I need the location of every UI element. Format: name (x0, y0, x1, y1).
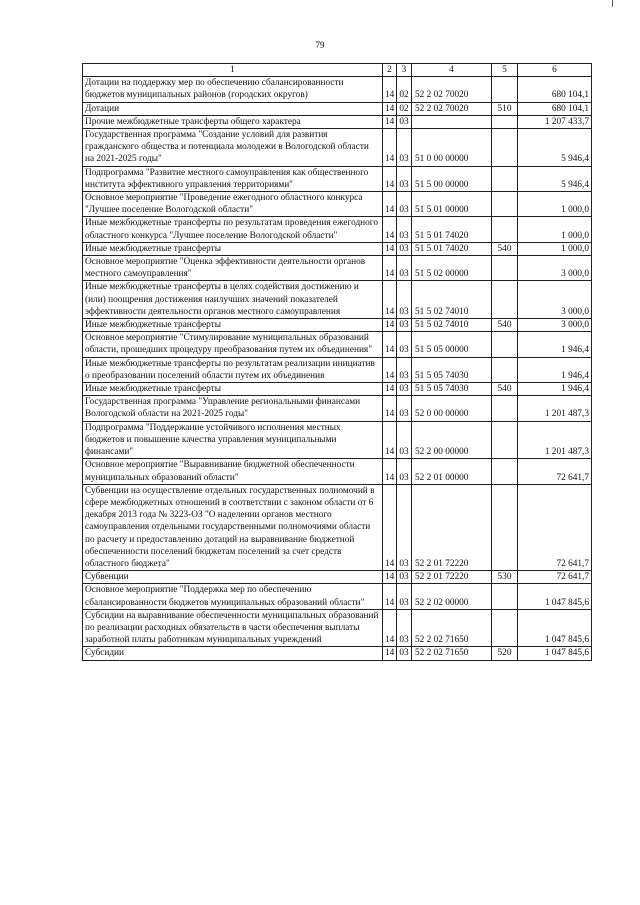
table-row (83, 396, 592, 421)
row-expense-type-cell (492, 281, 518, 319)
row-target-article-cell: 52 2 01 72220 (412, 571, 492, 584)
row-section-cell: 14 (383, 319, 397, 332)
table-row (83, 166, 592, 191)
row-target-article-cell: 52 0 00 00000 (412, 396, 492, 421)
row-subsection-cell: 03 (397, 192, 412, 217)
row-expense-type-cell (492, 256, 518, 281)
row-target-article-cell: 51 5 01 00000 (412, 192, 492, 217)
row-name-cell: Дотации на поддержку мер по обеспечению сбалансированности бюджетов муниципальных районов (городских округов) (83, 77, 383, 102)
row-target-article-cell: 51 5 05 74030 (412, 357, 492, 382)
row-section-cell: 14 (383, 281, 397, 319)
row-section-cell: 14 (383, 102, 397, 115)
row-subsection-cell: 03 (397, 484, 412, 570)
row-name-cell: Иные межбюджетные трансферты (83, 319, 383, 332)
row-subsection-cell: 03 (397, 459, 412, 484)
row-name-cell: Подпрограмма "Развитие местного самоуправления как общественного института эффективного управления территориями" (83, 166, 383, 191)
table-row (83, 102, 592, 115)
row-section-cell: 14 (383, 609, 397, 647)
row-section-cell: 14 (383, 256, 397, 281)
row-name-cell: Дотации (83, 102, 383, 115)
row-sum-cell: 1 946,4 (518, 332, 592, 357)
row-section-cell: 14 (383, 115, 397, 128)
row-section-cell: 14 (383, 421, 397, 459)
row-expense-type-cell: 520 (492, 647, 518, 660)
table-row (83, 584, 592, 609)
row-sum-cell: 680 104,1 (518, 77, 592, 102)
table-row (83, 192, 592, 217)
row-section-cell: 14 (383, 192, 397, 217)
table-row (83, 129, 592, 167)
row-subsection-cell: 03 (397, 217, 412, 242)
row-subsection-cell: 03 (397, 332, 412, 357)
table-row (83, 647, 592, 660)
row-section-cell: 14 (383, 166, 397, 191)
row-expense-type-cell (492, 396, 518, 421)
row-sum-cell: 72 641,7 (518, 484, 592, 570)
table-row (83, 421, 592, 459)
row-name-cell: Прочие межбюджетные трансферты общего характера (83, 115, 383, 128)
row-target-article-cell: 51 5 02 00000 (412, 256, 492, 281)
table-row (83, 115, 592, 128)
row-expense-type-cell: 510 (492, 102, 518, 115)
row-expense-type-cell: 540 (492, 383, 518, 396)
row-sum-cell: 1 047 845,6 (518, 647, 592, 660)
row-subsection-cell: 03 (397, 584, 412, 609)
row-sum-cell: 5 946,4 (518, 166, 592, 191)
row-target-article-cell: 51 5 00 00000 (412, 166, 492, 191)
row-subsection-cell: 03 (397, 129, 412, 167)
row-subsection-cell: 03 (397, 421, 412, 459)
row-target-article-cell: 51 5 02 74010 (412, 281, 492, 319)
table-row (83, 383, 592, 396)
row-target-article-cell: 52 2 02 71650 (412, 609, 492, 647)
row-expense-type-cell (492, 115, 518, 128)
row-target-article-cell (412, 115, 492, 128)
row-subsection-cell: 03 (397, 281, 412, 319)
row-expense-type-cell (492, 421, 518, 459)
page-number: 79 (315, 40, 325, 50)
row-name-cell: Иные межбюджетные трансферты в целях содействия достижению и (или) поощрения достижения наилучших значений показателей эффективности деятельности органов местного самоуправления (83, 281, 383, 319)
row-sum-cell: 3 000,0 (518, 256, 592, 281)
row-expense-type-cell: 540 (492, 242, 518, 255)
row-expense-type-cell: 540 (492, 319, 518, 332)
row-section-cell: 14 (383, 459, 397, 484)
row-sum-cell: 1 047 845,6 (518, 609, 592, 647)
table-row (83, 459, 592, 484)
table-row (83, 332, 592, 357)
row-expense-type-cell (492, 357, 518, 382)
row-sum-cell: 72 641,7 (518, 459, 592, 484)
row-section-cell: 14 (383, 484, 397, 570)
row-expense-type-cell (492, 166, 518, 191)
row-expense-type-cell (492, 77, 518, 102)
row-name-cell: Иные межбюджетные трансферты по результатам проведения ежегодного областного конкурса "Лучшее поселение Вологодской области" (83, 217, 383, 242)
row-target-article-cell: 52 2 00 00000 (412, 421, 492, 459)
row-name-cell: Субвенции на осуществление отдельных государственных полномочий в сфере межбюджетных отношений в соответствии с законом области от 6 декабря 2013 года № 3223-ОЗ "О наделении органов местного самоуправления отдельными государственными полномочиями области по расчету и предоставлению дотаций на выравнивание бюджетной обеспеченности поселений бюджетам поселений за счет средств областного бюджета" (83, 484, 383, 570)
row-expense-type-cell (492, 609, 518, 647)
row-name-cell: Иные межбюджетные трансферты (83, 383, 383, 396)
row-section-cell: 14 (383, 396, 397, 421)
row-target-article-cell: 52 2 02 70020 (412, 102, 492, 115)
table-row (83, 609, 592, 647)
row-section-cell: 14 (383, 217, 397, 242)
row-target-article-cell: 51 5 02 74010 (412, 319, 492, 332)
row-sum-cell: 5 946,4 (518, 129, 592, 167)
table-row (83, 571, 592, 584)
row-section-cell: 14 (383, 584, 397, 609)
row-sum-cell: 1 000,0 (518, 217, 592, 242)
row-target-article-cell: 51 5 05 74030 (412, 383, 492, 396)
row-name-cell: Основное мероприятие "Проведение ежегодного областного конкурса "Лучшее поселение Вологодской области" (83, 192, 383, 217)
row-target-article-cell: 51 0 00 00000 (412, 129, 492, 167)
row-subsection-cell: 03 (397, 396, 412, 421)
row-target-article-cell: 51 5 05 00000 (412, 332, 492, 357)
row-subsection-cell: 03 (397, 115, 412, 128)
row-target-article-cell: 51 5 01 74020 (412, 242, 492, 255)
header-col-4: 4 (412, 64, 492, 77)
table-row (83, 484, 592, 570)
row-name-cell: Государственная программа "Управление региональными финансами Вологодской области на 2021-2025 годы" (83, 396, 383, 421)
row-expense-type-cell (492, 484, 518, 570)
row-name-cell: Субсидии (83, 647, 383, 660)
row-subsection-cell: 03 (397, 242, 412, 255)
row-section-cell: 14 (383, 77, 397, 102)
row-sum-cell: 3 000,0 (518, 319, 592, 332)
row-sum-cell: 1 207 433,7 (518, 115, 592, 128)
header-col-2: 2 (383, 64, 397, 77)
header-col-5: 5 (492, 64, 518, 77)
row-subsection-cell: 03 (397, 609, 412, 647)
row-name-cell: Основное мероприятие "Оценка эффективности деятельности органов местного самоуправления" (83, 256, 383, 281)
row-sum-cell: 3 000,0 (518, 281, 592, 319)
row-sum-cell: 1 946,4 (518, 383, 592, 396)
row-name-cell: Основное мероприятие "Стимулирование муниципальных образований области, прошедших процедуру преобразования путем их объединения" (83, 332, 383, 357)
row-target-article-cell: 52 2 02 00000 (412, 584, 492, 609)
row-sum-cell: 1 946,4 (518, 357, 592, 382)
scan-edge-mark (612, 0, 613, 7)
row-subsection-cell: 03 (397, 256, 412, 281)
row-section-cell: 14 (383, 383, 397, 396)
row-target-article-cell: 52 2 01 00000 (412, 459, 492, 484)
row-sum-cell: 1 201 487,3 (518, 421, 592, 459)
row-target-article-cell: 52 2 02 70020 (412, 77, 492, 102)
row-sum-cell: 1 201 487,3 (518, 396, 592, 421)
row-section-cell: 14 (383, 571, 397, 584)
header-col-3: 3 (397, 64, 412, 77)
row-expense-type-cell: 530 (492, 571, 518, 584)
row-target-article-cell: 51 5 01 74020 (412, 217, 492, 242)
row-section-cell: 14 (383, 242, 397, 255)
row-section-cell: 14 (383, 129, 397, 167)
table-row (83, 281, 592, 319)
table-row (83, 256, 592, 281)
row-subsection-cell: 03 (397, 383, 412, 396)
budget-allocation-table (82, 63, 592, 661)
row-name-cell: Субвенции (83, 571, 383, 584)
row-name-cell: Иные межбюджетные трансферты по результатам реализации инициатив о преобразовании поселений области путем их объединения (83, 357, 383, 382)
header-col-1: 1 (83, 64, 383, 77)
row-subsection-cell: 03 (397, 571, 412, 584)
row-subsection-cell: 03 (397, 166, 412, 191)
row-expense-type-cell (492, 459, 518, 484)
table-row (83, 357, 592, 382)
row-sum-cell: 1 000,0 (518, 242, 592, 255)
row-target-article-cell: 52 2 01 72220 (412, 484, 492, 570)
table-row (83, 77, 592, 102)
row-name-cell: Основное мероприятие "Выравнивание бюджетной обеспеченности муниципальных образований области" (83, 459, 383, 484)
row-expense-type-cell (492, 129, 518, 167)
row-expense-type-cell (492, 332, 518, 357)
row-name-cell: Иные межбюджетные трансферты (83, 242, 383, 255)
table-header-row (83, 64, 592, 77)
header-col-6: 6 (518, 64, 592, 77)
row-section-cell: 14 (383, 647, 397, 660)
row-expense-type-cell (492, 217, 518, 242)
table-row (83, 242, 592, 255)
row-subsection-cell: 03 (397, 357, 412, 382)
row-sum-cell: 1 047 845,6 (518, 584, 592, 609)
table-row (83, 319, 592, 332)
row-sum-cell: 1 000,0 (518, 192, 592, 217)
row-expense-type-cell (492, 584, 518, 609)
table-row (83, 217, 592, 242)
row-name-cell: Государственная программа "Создание условий для развития гражданского общества и потенциала молодежи в Вологодской области на 2021-2025 годы" (83, 129, 383, 167)
row-name-cell: Субсидии на выравнивание обеспеченности муниципальных образований по реализации расходных обязательств в части обеспечения выплаты заработной платы работникам муниципальных учреждений (83, 609, 383, 647)
row-expense-type-cell (492, 192, 518, 217)
row-subsection-cell: 03 (397, 319, 412, 332)
row-sum-cell: 72 641,7 (518, 571, 592, 584)
row-target-article-cell: 52 2 02 71650 (412, 647, 492, 660)
row-subsection-cell: 02 (397, 102, 412, 115)
row-section-cell: 14 (383, 332, 397, 357)
row-subsection-cell: 02 (397, 77, 412, 102)
row-name-cell: Подпрограмма "Поддержание устойчивого исполнения местных бюджетов и повышение качества управления муниципальными финансами" (83, 421, 383, 459)
row-section-cell: 14 (383, 357, 397, 382)
row-name-cell: Основное мероприятие "Поддержка мер по обеспечению сбалансированности бюджетов муниципальных образований области" (83, 584, 383, 609)
row-subsection-cell: 03 (397, 647, 412, 660)
row-sum-cell: 680 104,1 (518, 102, 592, 115)
